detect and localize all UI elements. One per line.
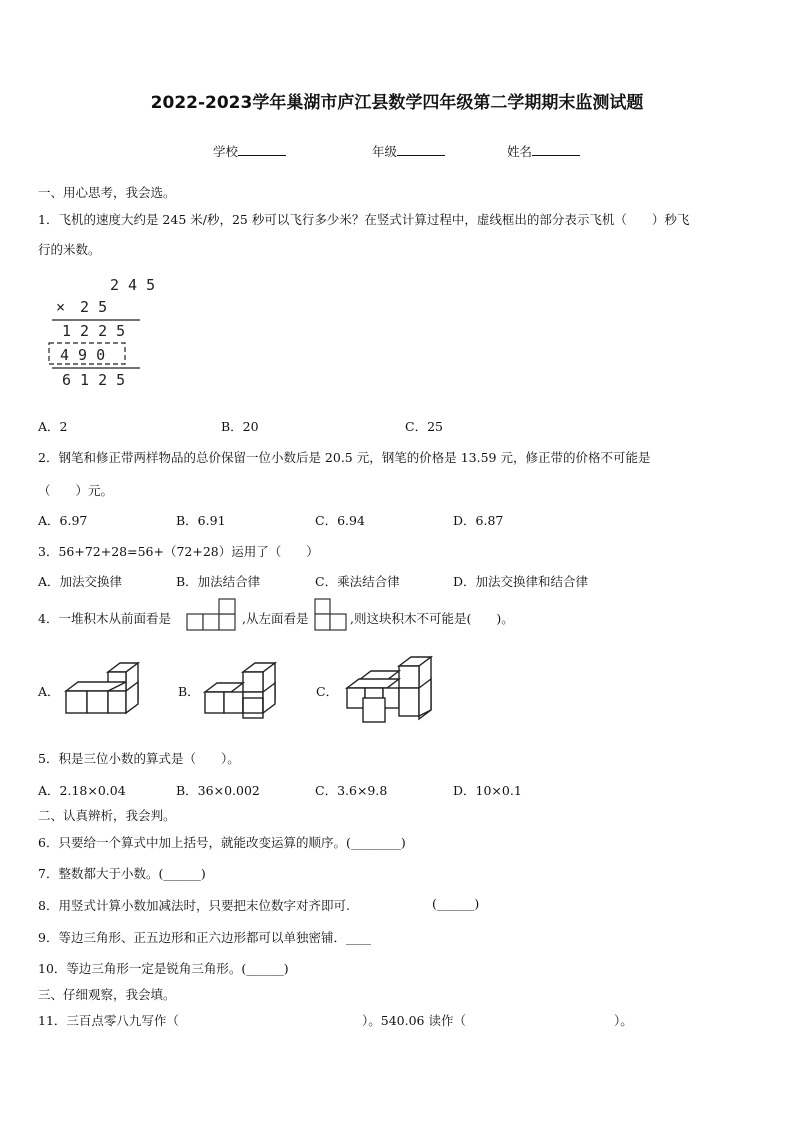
q2-text-cont: （ ）元。 bbox=[38, 483, 114, 498]
q3-option-d[interactable]: D．加法交换律和结合律 bbox=[453, 574, 589, 589]
q9-text: 9．等边三角形、正五边形和正六边形都可以单独密铺．____ bbox=[38, 930, 371, 945]
section-heading-1: 一、用心思考，我会选。 bbox=[38, 185, 176, 200]
school-field bbox=[213, 142, 286, 160]
q2-text: 2．钢笔和修正带两样物品的总价保留一位小数后是 20.5 元，钢笔的价格是 13.59 元，修正带的价格不可能是 bbox=[38, 450, 651, 465]
name-label: 姓名 bbox=[507, 144, 533, 159]
q2-option-d[interactable]: D．6.87 bbox=[453, 513, 504, 528]
q4-text-3: ,则这块积木不可能是( )。 bbox=[350, 611, 514, 626]
q1-text: 1．飞机的速度大约是 245 米/秒，25 秒可以飞行多少米？在竖式计算过程中，虚线框出的部分表示飞机（ ）秒飞 bbox=[38, 212, 690, 227]
grade-blank[interactable] bbox=[397, 143, 445, 156]
q11-text-1: 11．三百点零八九写作（ bbox=[38, 1013, 179, 1028]
front-view-figure bbox=[186, 598, 240, 632]
q4-option-b[interactable]: B． bbox=[178, 684, 200, 699]
q2-option-c[interactable]: C．6.94 bbox=[315, 513, 365, 528]
q11-text-3: ）。 bbox=[614, 1013, 633, 1028]
q3-option-b[interactable]: B．加法结合律 bbox=[176, 574, 261, 589]
q5-option-c[interactable]: C．3.6×9.8 bbox=[315, 783, 388, 798]
calc-row-3: 1 2 2 5 bbox=[62, 322, 126, 340]
page-title: 2022-2023学年巢湖市庐江县数学四年级第二学期期末监测试题 bbox=[150, 93, 644, 113]
calc-row-1: 2 4 5 bbox=[110, 276, 156, 294]
q3-option-c[interactable]: C．乘法结合律 bbox=[315, 574, 400, 589]
name-blank[interactable] bbox=[532, 143, 580, 156]
name-field bbox=[507, 142, 580, 160]
q4-option-c-blocks[interactable] bbox=[343, 654, 435, 726]
q4-option-b-blocks[interactable] bbox=[203, 660, 285, 720]
calc-row-5: 6 1 2 5 bbox=[62, 371, 126, 389]
school-blank[interactable] bbox=[238, 143, 286, 156]
q1-option-c[interactable]: C．25 bbox=[405, 419, 443, 434]
q4-text-1: 4．一堆积木从前面看是 bbox=[38, 611, 171, 626]
q4-text-2: ,从左面看是 bbox=[242, 611, 309, 626]
grade-label: 年级 bbox=[372, 144, 398, 159]
left-view-figure bbox=[314, 598, 348, 632]
q11-text-2: ）。540.06 读作（ bbox=[362, 1013, 466, 1028]
q5-text: 5．积是三位小数的算式是（ ）。 bbox=[38, 751, 240, 766]
q2-option-a[interactable]: A．6.97 bbox=[38, 513, 88, 528]
q2-option-b[interactable]: B．6.91 bbox=[176, 513, 226, 528]
q3-option-a[interactable]: A．加法交换律 bbox=[38, 574, 123, 589]
q7-text: 7．整数都大于小数。(______) bbox=[38, 866, 206, 881]
school-label: 学校 bbox=[213, 144, 239, 159]
q5-option-a[interactable]: A．2.18×0.04 bbox=[38, 783, 126, 798]
q8-text: 8．用竖式计算小数加减法时，只要把末位数字对齐即可. bbox=[38, 898, 350, 913]
q4-option-c[interactable]: C． bbox=[316, 684, 339, 699]
grade-field bbox=[372, 142, 445, 160]
q6-text: 6．只要给一个算式中加上括号，就能改变运算的顺序。(________) bbox=[38, 835, 406, 850]
calc-row-4: 4 9 0 bbox=[60, 346, 106, 364]
q8-blank[interactable]: (______) bbox=[432, 896, 480, 911]
q10-text: 10．等边三角形一定是锐角三角形。(______) bbox=[38, 961, 289, 976]
q1-option-b[interactable]: B．20 bbox=[221, 419, 259, 434]
q5-option-b[interactable]: B．36×0.002 bbox=[176, 783, 260, 798]
section-heading-3: 三、仔细观察，我会填。 bbox=[38, 987, 176, 1002]
q1-option-a[interactable]: A．2 bbox=[38, 419, 68, 434]
q4-option-a[interactable]: A． bbox=[38, 684, 60, 699]
calc-row-2: × 2 5 bbox=[56, 298, 108, 316]
q4-option-a-blocks[interactable] bbox=[62, 660, 144, 720]
q5-option-d[interactable]: D．10×0.1 bbox=[453, 783, 522, 798]
q3-text: 3．56+72+28=56+（72+28）运用了（ ） bbox=[38, 544, 319, 559]
q1-text-cont: 行的米数。 bbox=[38, 242, 101, 257]
vertical-multiplication bbox=[40, 272, 156, 392]
section-heading-2: 二、认真辨析，我会判。 bbox=[38, 808, 176, 823]
